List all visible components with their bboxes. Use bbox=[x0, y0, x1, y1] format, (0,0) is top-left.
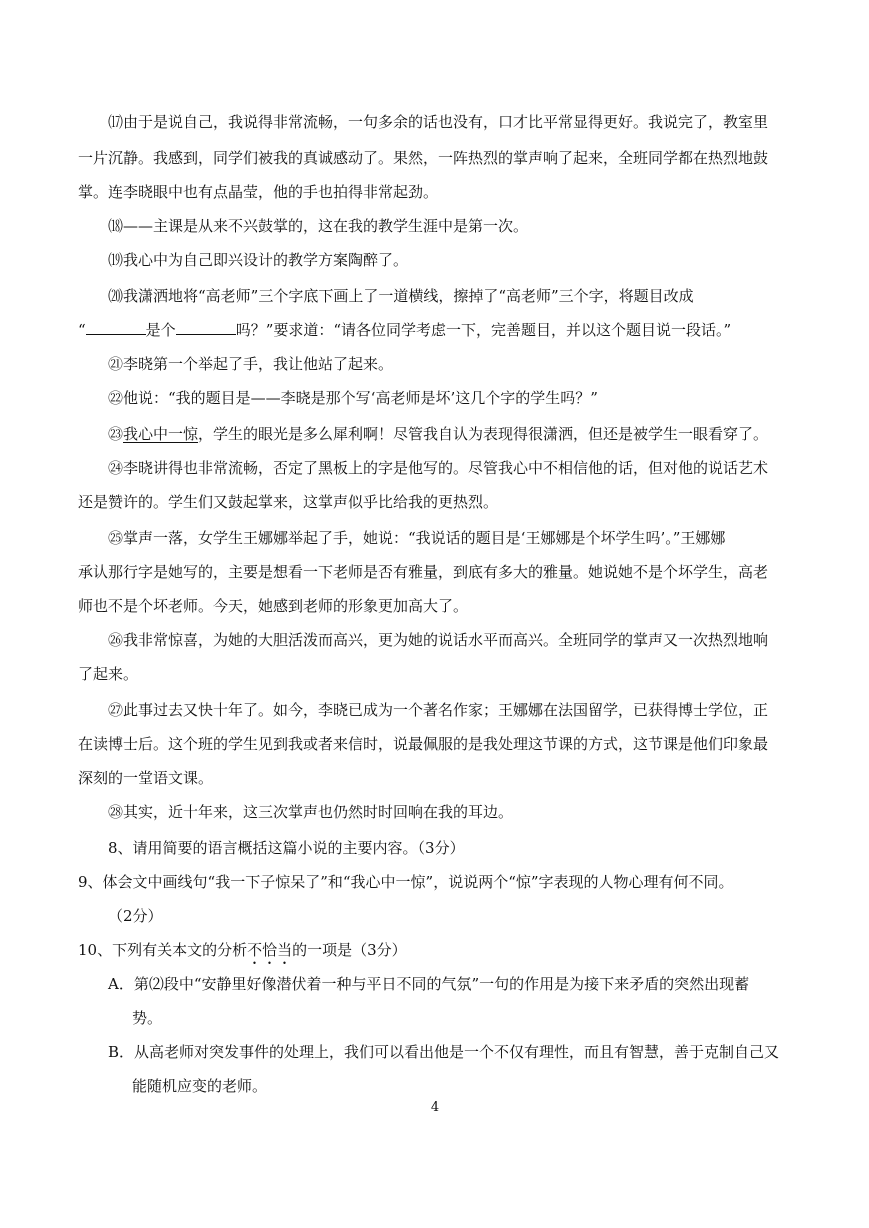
page-number: 4 bbox=[430, 1100, 440, 1115]
paragraph-26-line-1: ㉖我非常惊喜，为她的大胆活泼而高兴，更为她的说话水平而高兴。全班同学的掌声又一次热烈地响 bbox=[108, 631, 769, 649]
paragraph-17-line-3: 掌。连李晓眼中也有点晶莹，他的手也拍得非常起劲。 bbox=[78, 183, 439, 201]
fill-blank-1[interactable] bbox=[86, 320, 146, 335]
option-b-line-2: 能随机应变的老师。 bbox=[132, 1077, 268, 1095]
paragraph-21: ㉑李晓第一个举起了手，我让他站了起来。 bbox=[108, 355, 394, 373]
paragraph-18: ⒅——主课是从来不兴鼓掌的，这在我的教学生涯中是第一次。 bbox=[108, 217, 529, 235]
blank-connector: 是个 bbox=[145, 321, 176, 339]
paragraph-20-line-1: ⒇我潇洒地将“高老师”三个字底下画上了一道横线，擦掉了“高老师”三个字，将题目改成 bbox=[108, 287, 694, 305]
paragraph-24-line-1: ㉔李晓讲得也非常流畅，否定了黑板上的字是他写的。尽管我心中不相信他的话，但对他的说话艺术 bbox=[108, 459, 769, 477]
question-10-suffix: 的一项是（3分） bbox=[292, 941, 407, 959]
question-9-line-2: （2分） bbox=[108, 907, 163, 925]
paragraph-23-rest: ，学生的眼光是多么犀利啊！尽管我自认为表现得很潇洒，但还是被学生一眼看穿了。 bbox=[198, 425, 769, 443]
emphasis-not-appropriate: 不恰当 bbox=[247, 941, 293, 959]
paragraph-25-line-1: ㉕掌声一落，女学生王娜娜举起了手，她说：“我说话的题目是‘王娜娜是个坏学生吗’。”王娜娜 bbox=[108, 529, 726, 547]
paragraph-25-line-2: 承认那行字是她写的，主要是想看一下老师是否有雅量，到底有多大的雅量。她说她不是个坏学生，高老 bbox=[78, 563, 769, 581]
paragraph-17-line-2: 一片沉静。我感到，同学们被我的真诚感动了。果然，一阵热烈的掌声响了起来，全班同学都在热烈地鼓 bbox=[78, 149, 769, 167]
paragraph-27-line-2: 在读博士后。这个班的学生见到我或者来信时，说最佩服的是我处理这节课的方式，这节课是他们印象最 bbox=[78, 735, 769, 753]
paragraph-25-line-3: 师也不是个坏老师。今天，她感到老师的形象更加高大了。 bbox=[78, 597, 469, 615]
paragraph-27-line-1: ㉗此事过去又快十年了。如今，李晓已成为一个著名作家；王娜娜在法国留学，已获得博士学位，正 bbox=[108, 701, 769, 719]
paragraph-23 bbox=[0, 424, 869, 444]
paragraph-26-line-2: 了起来。 bbox=[78, 665, 139, 683]
paragraph-17-line-1: ⒄由于是说自己，我说得非常流畅，一句多余的话也没有，口才比平常显得更好。我说完了，教室里 bbox=[108, 113, 769, 131]
underlined-sentence: 我心中一惊 bbox=[123, 425, 199, 443]
option-b-line-1: B．从高老师对突发事件的处理上，我们可以看出他是一个不仅有理性，而且有智慧，善于克制自己又 bbox=[108, 1043, 780, 1061]
paragraph-20-line-2 bbox=[0, 320, 869, 340]
option-a-line-1: A．第⑵段中“安静里好像潜伏着一种与平日不同的气氛”一句的作用是为接下来矛盾的突然出现蓄 bbox=[108, 975, 750, 993]
paragraph-20-tail: 吗？”要求道：“请各位同学考虑一下，完善题目，并以这个题目说一段话。” bbox=[235, 321, 732, 339]
question-10-stem bbox=[0, 940, 869, 968]
paragraph-28: ㉘其实，近十年来，这三次掌声也仍然时时回响在我的耳边。 bbox=[108, 803, 514, 821]
paragraph-19: ⒆我心中为自己即兴设计的教学方案陶醉了。 bbox=[108, 251, 409, 269]
paragraph-27-line-3: 深刻的一堂语文课。 bbox=[78, 769, 214, 787]
question-10-prefix: 10、下列有关本文的分析 bbox=[78, 941, 248, 959]
paragraph-22: ㉒他说：“我的题目是——李晓是那个写‘高老师是坏’这几个字的学生吗？” bbox=[108, 389, 598, 407]
option-a-line-2: 势。 bbox=[132, 1009, 163, 1027]
open-quote: “ bbox=[78, 321, 86, 339]
question-8: 8、请用简要的语言概括这篇小说的主要内容。（3分） bbox=[108, 839, 465, 857]
paragraph-24-line-2: 还是赞许的。学生们又鼓起掌来，这掌声似乎比给我的更热烈。 bbox=[78, 493, 499, 511]
paragraph-23-number: ㉓ bbox=[108, 425, 124, 443]
question-9-line-1: 9、体会文中画线句“我一下子惊呆了”和“我心中一惊”，说说两个“惊”字表现的人物心理有何不同。 bbox=[78, 873, 734, 891]
fill-blank-2[interactable] bbox=[176, 320, 236, 335]
